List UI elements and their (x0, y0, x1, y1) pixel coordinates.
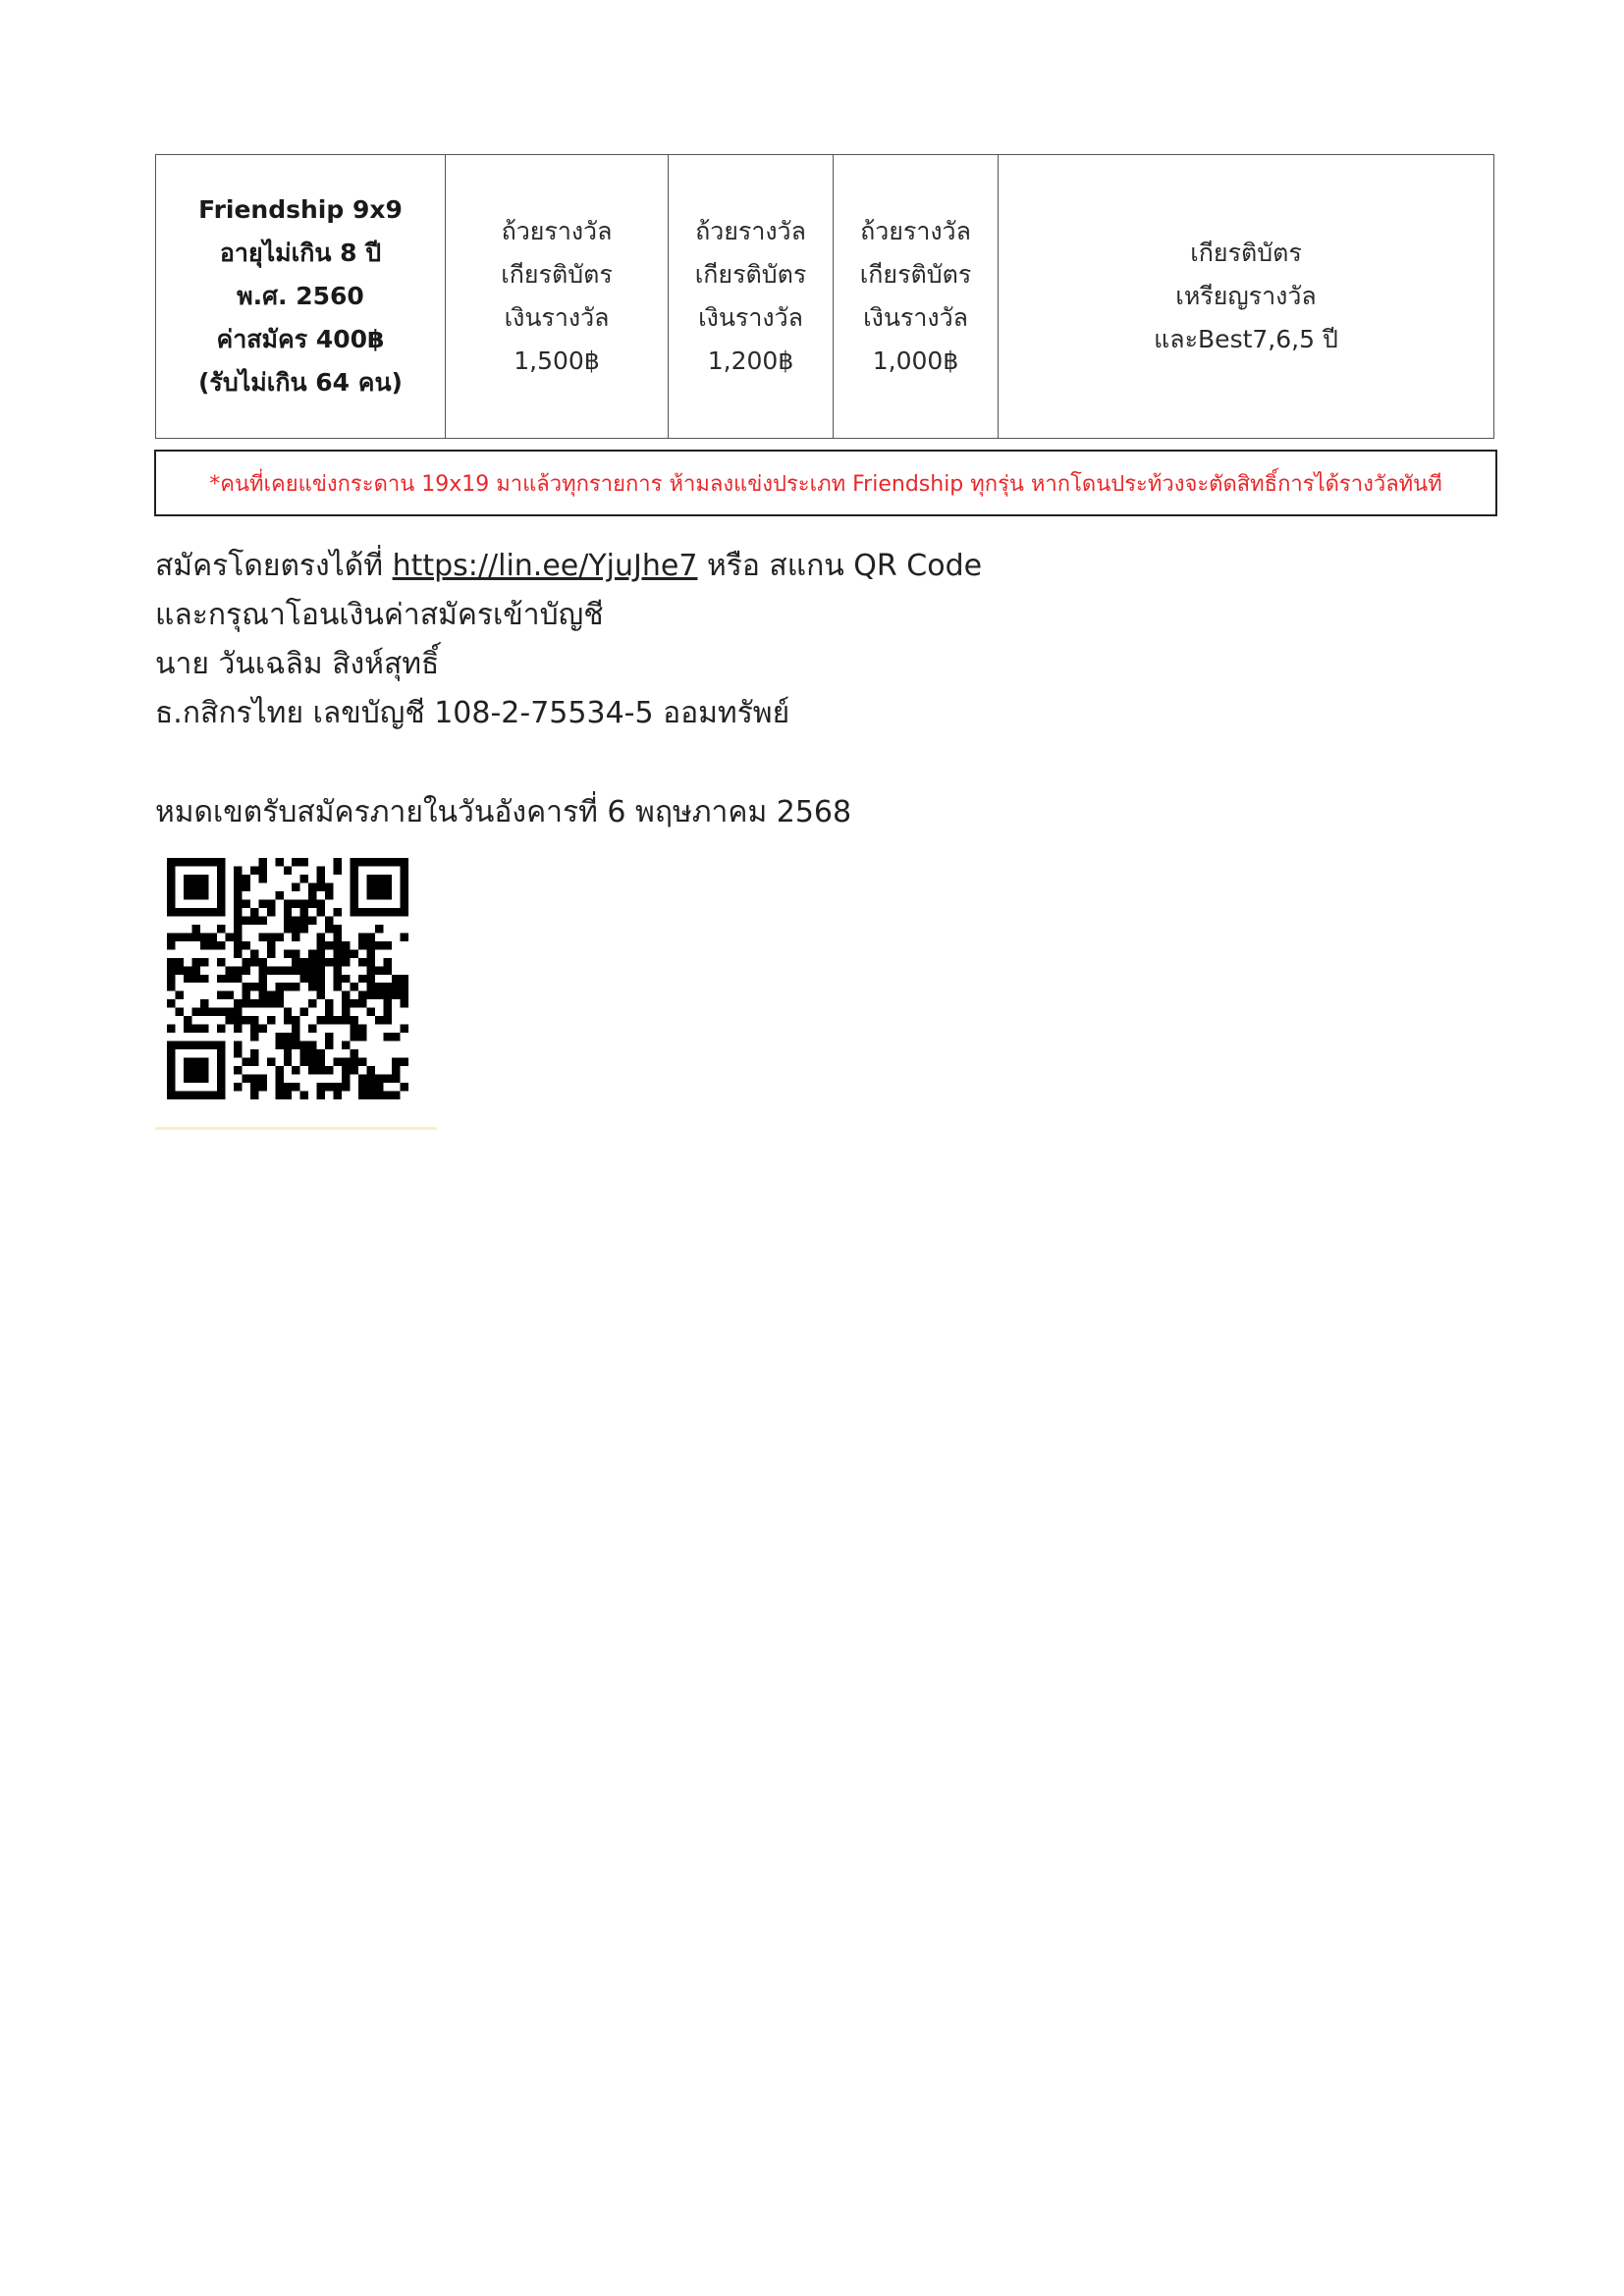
prize-money-label: เงินรางวัล (504, 303, 610, 332)
bank-account: ธ.กสิกรไทย เลขบัญชี 108-2-75534-5 ออมทรัพย์ (155, 696, 790, 730)
prize-first-place-cell (446, 155, 669, 439)
registration-info (155, 542, 982, 738)
registration-prefix: สมัครโดยตรงได้ที่ (155, 549, 384, 583)
prize-money-amount: 1,200฿ (707, 347, 794, 375)
category-fee: ค่าสมัคร 400฿ (216, 325, 385, 353)
registration-deadline: หมดเขตรับสมัครภายในวันอังคารที่ 6 พฤษภาคม 2568 (155, 795, 852, 829)
registration-link[interactable]: https://lin.ee/YjuJhe7 (392, 549, 698, 583)
category-year: พ.ศ. 2560 (237, 282, 364, 310)
divider (155, 1127, 437, 1130)
category-age: อายุไม่เกิน 8 ปี (219, 239, 382, 267)
prize-money-label: เงินรางวัล (698, 303, 803, 332)
prize-best-ages: และBest7,6,5 ปี (1154, 325, 1338, 353)
registration-line (155, 542, 982, 591)
transfer-instruction: และกรุณาโอนเงินค่าสมัครเข้าบัญชี (155, 598, 604, 632)
qr-code[interactable] (155, 846, 437, 1129)
prize-certificate: เกียรติบัตร (501, 260, 613, 289)
prize-trophy: ถ้วยรางวัล (695, 217, 806, 245)
prize-money-amount: 1,500฿ (514, 347, 600, 375)
prize-medal: เหรียญรางวัล (1175, 282, 1317, 310)
prize-second-place-cell (669, 155, 834, 439)
table-row (156, 155, 1494, 439)
prize-money-amount: 1,000฿ (872, 347, 959, 375)
prize-certificate: เกียรติบัตร (694, 260, 807, 289)
prize-certificate: เกียรติบัตร (1190, 239, 1302, 267)
category-name: Friendship 9x9 (198, 195, 403, 224)
prize-table (155, 154, 1494, 439)
prize-trophy: ถ้วยรางวัล (860, 217, 971, 245)
registration-suffix: หรือ สแกน QR Code (706, 549, 983, 583)
prize-third-place-cell (834, 155, 999, 439)
account-name: นาย วันเฉลิม สิงห์สุทธิ์ (155, 647, 440, 681)
warning-box (154, 450, 1497, 516)
category-cell (156, 155, 446, 439)
warning-text: *คนที่เคยแข่งกระดาน 19x19 มาแล้วทุกรายการ ห้ามลงแข่งประเภท Friendship ทุกรุ่น หากโดนประท้วงจะตัดสิทธิ์การได้รางวัลทันที (209, 471, 1442, 497)
qr-code-icon (167, 858, 408, 1099)
prize-trophy: ถ้วยรางวัล (501, 217, 613, 245)
prize-other-cell (999, 155, 1494, 439)
prize-certificate: เกียรติบัตร (859, 260, 972, 289)
category-limit: (รับไม่เกิน 64 คน) (198, 368, 403, 397)
prize-money-label: เงินรางวัล (863, 303, 968, 332)
